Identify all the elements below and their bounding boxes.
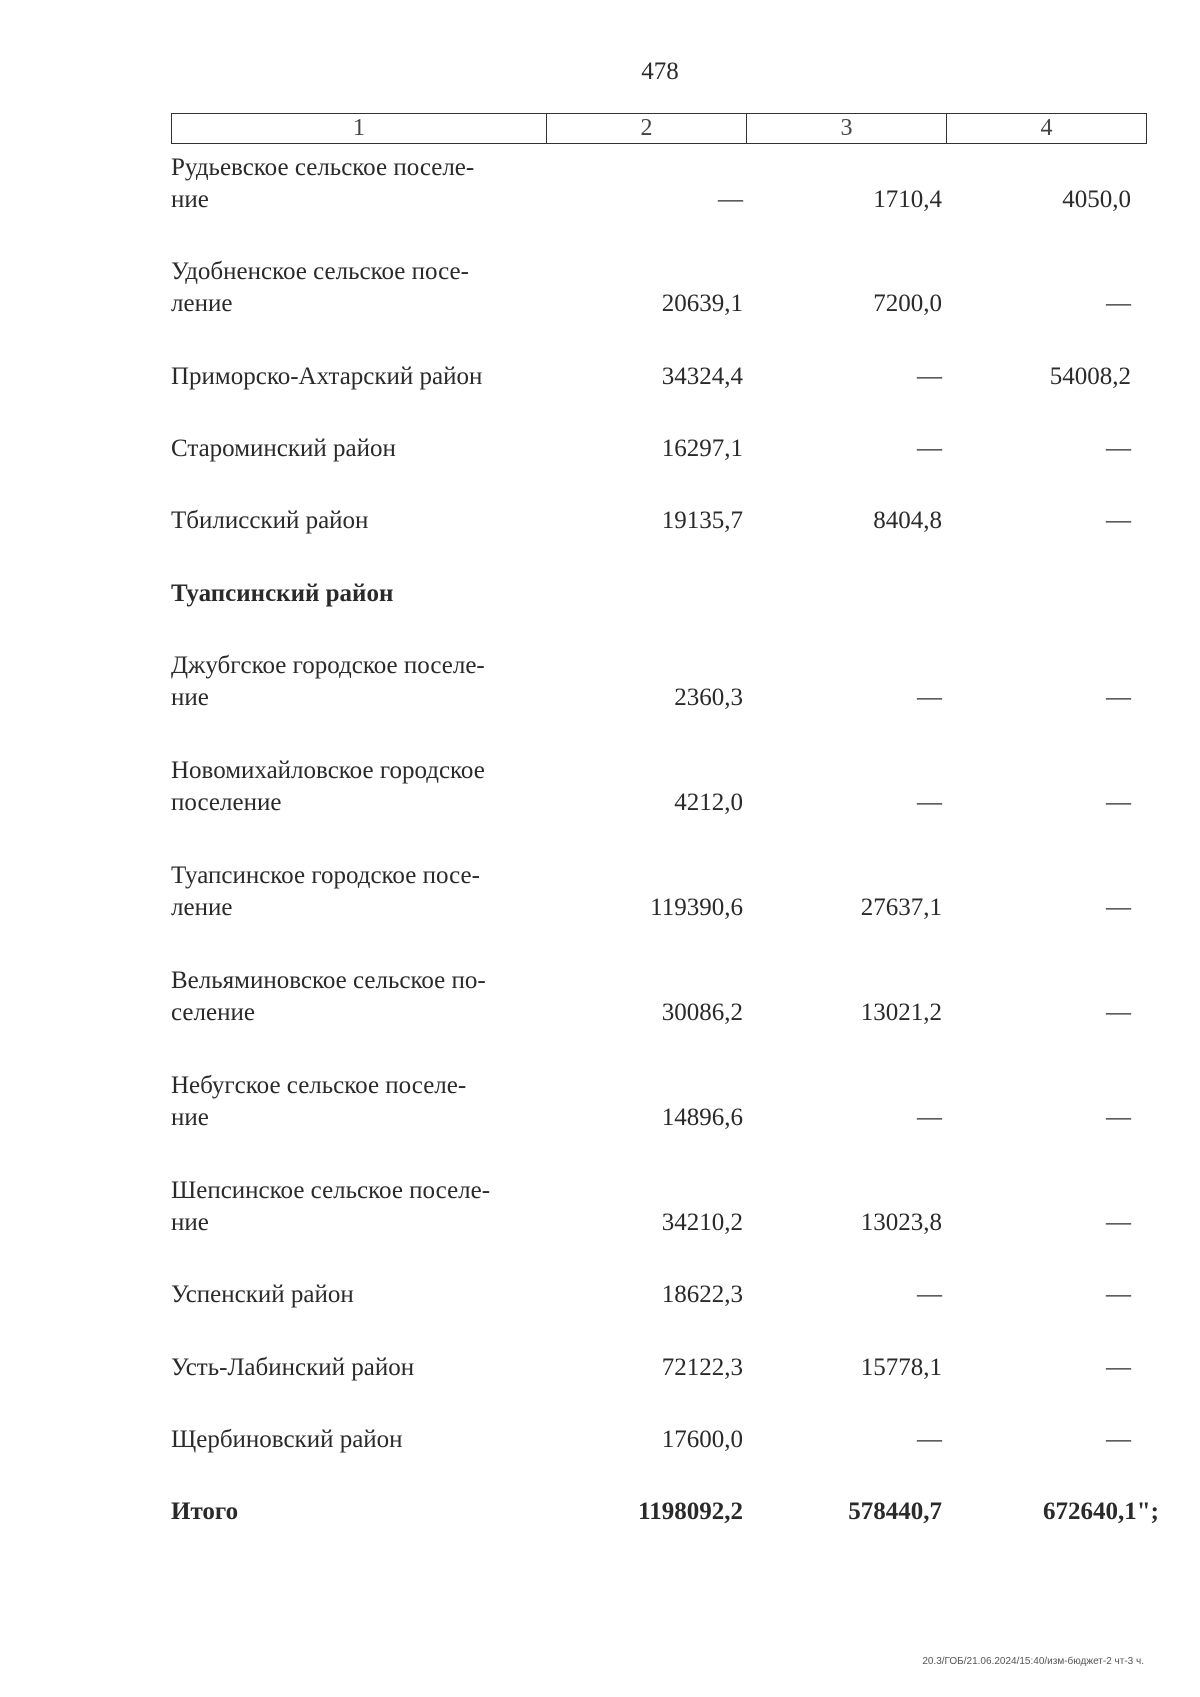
total-value-col2: 1198092,2	[638, 1498, 743, 1525]
row-value-col4: —	[1106, 1426, 1131, 1453]
row-name: Небугское сельское поселе- ние	[171, 1072, 467, 1131]
row-name: Новомихайловское городское поселение	[171, 757, 485, 816]
row-name: Тбилисский район	[171, 507, 369, 534]
row-value-col4: —	[1106, 1354, 1131, 1381]
row-value-col2: 34210,2	[661, 1209, 743, 1236]
row-value-col4: —	[1106, 684, 1131, 711]
row-name: Рудьевское сельское поселе- ние	[171, 154, 475, 213]
row-value-col4: —	[1106, 999, 1131, 1026]
row-value-col4: —	[1106, 894, 1131, 921]
row-value-col4: —	[1106, 507, 1131, 534]
row-name: Джубгское городское поселе- ние	[171, 652, 485, 711]
row-name: Староминский район	[171, 435, 396, 462]
column-header-4: 4	[947, 114, 1147, 144]
row-value-col4: 54008,2	[1049, 363, 1131, 390]
column-header-1: 1	[172, 114, 547, 144]
row-name: Туапсинское городское посе- ление	[171, 862, 480, 921]
row-value-col2: 19135,7	[661, 507, 743, 534]
row-value-col2: —	[718, 186, 743, 213]
row-value-col3: 7200,0	[873, 290, 942, 317]
row-value-col4: —	[1106, 1104, 1131, 1131]
row-value-col3: —	[917, 363, 942, 390]
page-number: 478	[641, 58, 679, 85]
row-value-col2: 14896,6	[661, 1104, 743, 1131]
row-name: Шепсинское сельское поселе- ние	[171, 1177, 491, 1236]
row-name: Вельяминовское сельское по- селение	[171, 967, 486, 1026]
row-value-col2: 18622,3	[661, 1281, 743, 1308]
row-value-col3: —	[917, 684, 942, 711]
row-name: Приморско-Ахтарский район	[171, 363, 483, 390]
row-value-col3: —	[917, 789, 942, 816]
row-value-col2: 20639,1	[661, 290, 743, 317]
row-value-col4: —	[1106, 290, 1131, 317]
row-value-col2: 17600,0	[661, 1426, 743, 1453]
row-value-col2: 16297,1	[661, 435, 743, 462]
column-header-3: 3	[747, 114, 947, 144]
row-value-col4: —	[1106, 1209, 1131, 1236]
total-value-col3: 578440,7	[848, 1498, 942, 1525]
row-value-col3: 13023,8	[860, 1209, 942, 1236]
column-header-2: 2	[547, 114, 747, 144]
row-name: Усть-Лабинский район	[171, 1354, 415, 1381]
row-value-col2: 4212,0	[674, 789, 743, 816]
row-value-col3: 8404,8	[873, 507, 942, 534]
row-name: Удобненское сельское посе- ление	[171, 258, 469, 317]
row-value-col2: 34324,4	[661, 363, 743, 390]
total-value-col4: 672640,1";	[1043, 1498, 1159, 1525]
row-value-col4: —	[1106, 789, 1131, 816]
row-name: Туапсинский район	[171, 580, 394, 607]
row-value-col4: 4050,0	[1062, 186, 1131, 213]
row-value-col3: 15778,1	[860, 1354, 942, 1381]
row-value-col2: 72122,3	[661, 1354, 743, 1381]
document-footer-code: 20.3/ГОБ/21.06.2024/15:40/изм-бюджет-2 чт-3 ч.	[922, 1656, 1144, 1667]
row-value-col3: —	[917, 1426, 942, 1453]
row-value-col3: —	[917, 1104, 942, 1131]
row-value-col2: 2360,3	[674, 684, 743, 711]
row-name: Щербиновский район	[171, 1426, 403, 1453]
row-value-col4: —	[1106, 435, 1131, 462]
row-value-col3: —	[917, 435, 942, 462]
row-value-col3: 1710,4	[873, 186, 942, 213]
row-value-col3: 13021,2	[860, 999, 942, 1026]
total-label: Итого	[171, 1498, 239, 1525]
row-value-col2: 30086,2	[661, 999, 743, 1026]
row-name: Успенский район	[171, 1281, 354, 1308]
row-value-col2: 119390,6	[650, 894, 743, 921]
row-value-col4: —	[1106, 1281, 1131, 1308]
row-value-col3: 27637,1	[860, 894, 942, 921]
row-value-col3: —	[917, 1281, 942, 1308]
